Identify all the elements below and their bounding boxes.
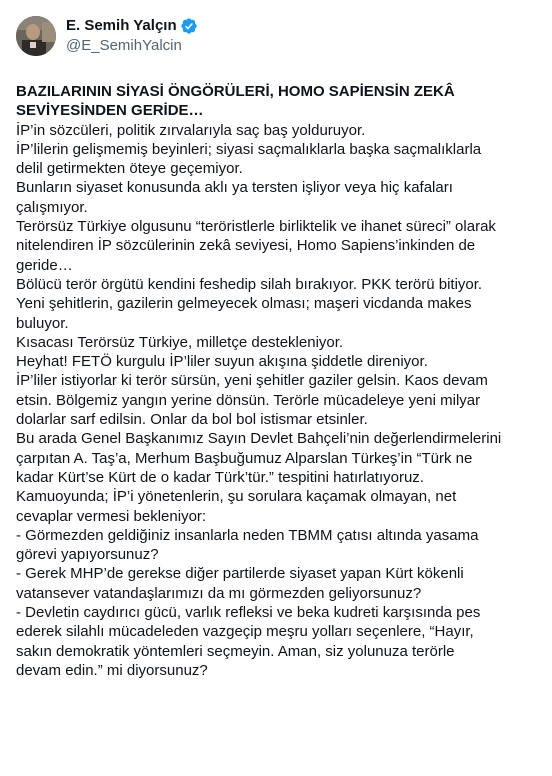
author-handle[interactable]: @E_SemihYalcin [66,37,182,54]
text-line: İP’in sözcüleri, politik zırvalarıyla saç baş yolduruyor. [16,121,366,139]
text-line: sakın demokratik yöntemleri seçmeyin. Aman, siz yolunuza terörle [16,642,455,660]
text-line: çalışmıyor. [16,198,88,216]
author-identity [66,16,198,56]
text-line: Kamuoyunda; İP’i yönetenlerin, şu sorulara kaçamak olmayan, net [16,488,457,506]
text-line: nitelendiren İP sözcülerinin zekâ seviyesi, Homo Sapiens’inkinden de [16,237,476,255]
text-line: geride… [16,256,73,274]
text-line: Yeni şehitlerin, gazilerin gelmeyecek olması; maşeri vicdanda makes [16,295,472,313]
text-line: vatansever vatandaşlarımızı da mı görmezden geliyorsunuz? [16,584,422,602]
verified-badge-icon [180,17,198,35]
text-line: buluyor. [16,314,69,332]
text-line: cevaplar vermesi bekleniyor: [16,507,207,525]
text-line: görevi yapıyorsunuz? [16,546,159,564]
text-line: - Görmezden geldiğiniz insanlarla neden TBMM çatısı altında yasama [16,526,479,544]
text-line: Bunların siyaset konusunda aklı ya tersten işliyor veya hiç kafaları [16,179,453,197]
text-line: İP’liler istiyorlar ki terör sürsün, yeni şehitler gaziler gelsin. Kaos devam [16,372,488,390]
tweet-header [16,14,538,58]
text-line: Heyhat! FETÖ kurgulu İP’liler suyun akışına şiddetle direniyor. [16,353,428,371]
text-line: dolarlar sarf edilsin. Onlar da bol bol istismar etsinler. [16,411,368,429]
text-line: kadar Kürt’se Kürt de o kadar Türk’tür.” tespitini hatırlatıyoruz. [16,468,424,486]
text-line: etsin. Bölgemiz yangın yerine dönsün. Terörle mücadeleye yeni milyar [16,391,481,409]
text-line: - Devletin caydırıcı gücü, varlık refleksi ve beka kudreti karşısında pes [16,604,481,622]
text-line: devam edin.” mi diyorsunuz? [16,661,208,679]
text-line: ederek silahlı mücadeleden vazgeçip meşru yolları seçenlere, “Hayır, [16,623,474,641]
text-line: Bu arada Genel Başkanımız Sayın Devlet Bahçeli’nin değerlendirmelerini [16,430,502,448]
tweet-headline [16,82,538,121]
text-line: delil getirmekten öteye geçemiyor. [16,160,243,178]
text-line: çarpıtan A. Taş’a, Merhum Başbuğumuz Alparslan Türkeş’in “Türk ne [16,449,473,467]
headline-line: BAZILARININ SİYASİ ÖNGÖRÜLERİ, HOMO SAPİENSİN ZEKÂ [16,83,455,100]
text-line: İP’lilerin gelişmemiş beyinleri; siyasi saçmalıklarla başka saçmalıklarla [16,140,482,158]
text-line: Bölücü terör örgütü kendini feshedip silah bırakıyor. PKK terörü bitiyor. [16,275,483,293]
name-row [66,16,198,36]
text-line: - Gerek MHP’de gerekse diğer partilerde siyaset yapan Kürt kökenli [16,565,464,583]
author-display-name[interactable]: E. Semih Yalçın [66,17,177,34]
text-line: Terörsüz Türkiye olgusunu “teröristlerle birliktelik ve ihanet süreci” olarak [16,218,496,236]
avatar[interactable] [16,16,56,56]
tweet-text [16,82,538,680]
headline-line: SEVİYESİNDEN GERİDE… [16,102,204,120]
text-line: Kısacası Terörsüz Türkiye, milletçe destekleniyor. [16,333,344,351]
avatar-photo-icon [16,16,56,56]
